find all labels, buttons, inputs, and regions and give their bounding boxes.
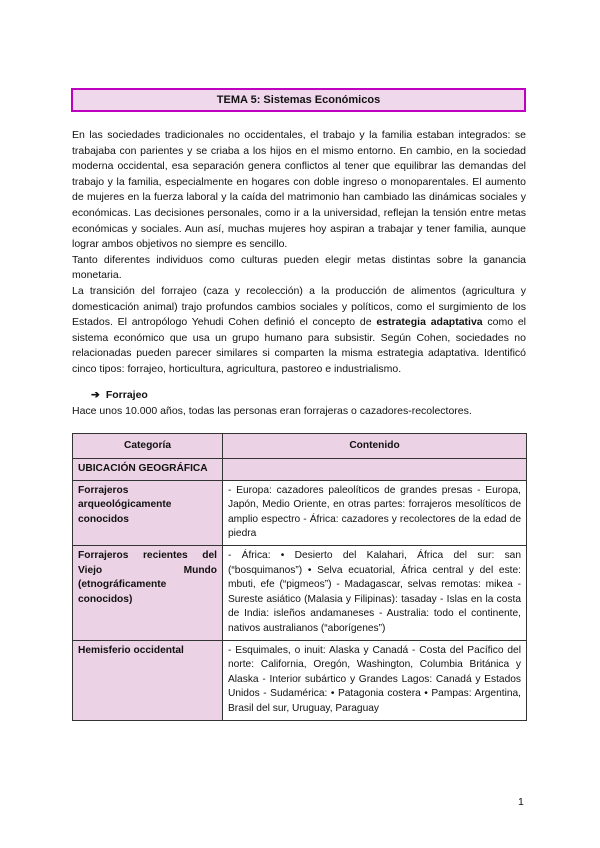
paragraph-3	[72, 284, 526, 378]
section-subtext: Hace unos 10.000 años, todas las personas eran forrajeras o cazadores-recolectores.	[72, 405, 472, 417]
table-cell-category: UBICACIÓN GEOGRÁFICA	[73, 459, 223, 481]
table-row	[73, 459, 527, 481]
table-cell-category: Hemisferio occidental	[73, 640, 223, 720]
header-contenido: Contenido	[223, 434, 527, 459]
paragraph-3-after: como el sistema económico que usa un grupo humano para subsistir. Según Cohen, sociedades no relacionadas pueden parecer similares si comparten la misma estrategia adaptativa. Identificó cinco tipos: forrajeo, horticultura, agricultura, pastoreo e industrialismo.	[72, 316, 526, 375]
arrow-right-icon: ➔	[91, 389, 100, 401]
table-cell-category: Forrajeros recientes del Viejo Mundo (etnográficamente conocidos)	[73, 545, 223, 640]
forrajeo-table	[72, 433, 527, 721]
table-cell-category: Forrajeros arqueológicamente conocidos	[73, 480, 223, 545]
page-number: 1	[518, 796, 524, 808]
table-header-row	[73, 434, 527, 459]
table-row	[73, 480, 527, 545]
table-row	[73, 545, 527, 640]
section-heading	[91, 389, 148, 401]
table-row	[73, 640, 527, 720]
paragraph-1: En las sociedades tradicionales no occidentales, el trabajo y la familia estaban integrados: se trabajaba con parientes y se criaba a los hijos en el mismo entorno. En cambio, en la sociedad moderna occidental, esa separación genera conflictos al tener que equilibrar las demandas del trabajo y la familia, especialmente en hogares con doble ingreso o monoparentales. El aumento de mujeres en la fuerza laboral y la caída del matrimonio han cambiado las dinámicas sociales y económicas. Las decisiones personales, como ir a la universidad, reflejan la tensión entre metas económicas y sociales. Aun así, muchas mujeres hoy aspiran a trabajar y tener familia, aunque lograr ambos objetivos no siempre es sencillo.	[72, 129, 526, 251]
body-text	[72, 128, 526, 378]
table-cell-content	[223, 459, 527, 481]
paragraph-3-before: La transición del forrajeo (caza y recolección) a la producción de alimentos (agricultura y domesticación animal) trajo profundos cambios sociales y políticos, como el surgimiento de los Estados. El antropólogo Yehudi Cohen definió el concepto de	[72, 284, 526, 329]
paragraph-3-bold: estrategia adaptativa	[376, 316, 483, 329]
table-cell-content: - Esquimales, o inuit: Alaska y Canadá - Costa del Pacífico del norte: California, Oregón, Washington, Columbia Británica y Alaska - Interior subártico y Grandes Lagos: Canadá y Estados Unidos - Sudamérica: • Patagonia costera • Pampas: Argentina, Brasil del sur, Uruguay, Paraguay	[223, 640, 527, 720]
header-categoria: Categoría	[73, 434, 223, 459]
page-title: TEMA 5: Sistemas Económicos	[71, 88, 526, 112]
table-cell-content: - Europa: cazadores paleolíticos de grandes presas - Europa, Japón, Medio Oriente, en otras partes: forrajeros mesolíticos de amplio espectro - África: cazadores y recolectores de la edad de piedra	[223, 480, 527, 545]
table-cell-content: - África: • Desierto del Kalahari, África del sur: san (“bosquimanos”) • Selva ecuatorial, África central y del este: mbuti, efe (“pigmeos”) - Madagascar, selvas remotas: mikea - Sureste asiático (Malasia y Filipinas): tasaday - Islas en la costa de India: isleños andamaneses - Australia: todo el continente, nativos australianos (“aborígenes”)	[223, 545, 527, 640]
section-heading-label: Forrajeo	[105, 389, 148, 401]
paragraph-2: Tanto diferentes individuos como culturas pueden elegir metas distintas sobre la ganancia monetaria.	[72, 253, 526, 282]
